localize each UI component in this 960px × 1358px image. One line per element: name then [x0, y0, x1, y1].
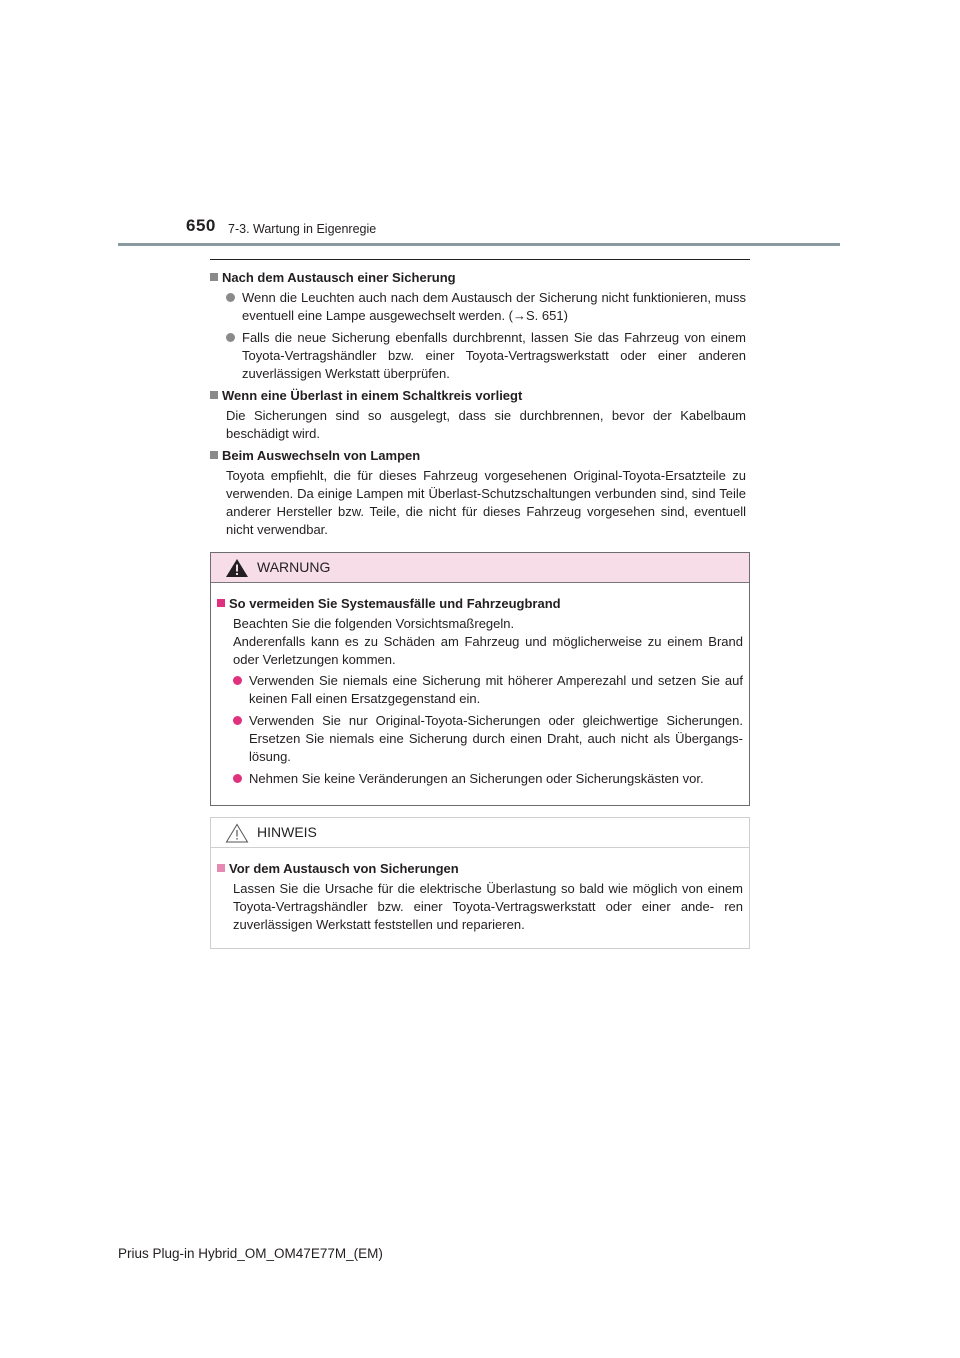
note-heading: Vor dem Austausch von Sicherungen [217, 860, 743, 878]
warning-heading: So vermeiden Sie Systemausfälle und Fahrzeugbrand [217, 595, 743, 613]
note-header [211, 818, 749, 848]
footer-doc-id: Prius Plug-in Hybrid_OM_OM47E77M_(EM) [118, 1246, 383, 1261]
warning-header [211, 553, 749, 583]
round-bullet-icon [226, 333, 235, 342]
warning-title: WARNUNG [257, 559, 331, 575]
caution-triangle-icon [225, 823, 249, 843]
square-bullet-icon [210, 451, 218, 459]
page-number: 650 [186, 216, 216, 235]
main-content [210, 266, 746, 543]
content-top-rule [210, 259, 750, 260]
bullet-item: Wenn die Leuchten auch nach dem Austausch der Sicherung nicht funktionieren, muss eventuell eine Lampe ausgewechselt werden. (→S. 651) [210, 289, 746, 325]
note-title: HINWEIS [257, 824, 317, 840]
section-heading: Nach dem Austausch einer Sicherung [210, 269, 746, 287]
paragraph: Beachten Sie die folgenden Vorsichtsmaßregeln. Anderenfalls kann es zu Schäden am Fahrzeug und möglicherweise zu einem Brand oder Verletzungen kommen. [233, 616, 743, 667]
warning-triangle-icon [225, 558, 249, 578]
header-rule [118, 243, 840, 246]
round-bullet-icon [233, 716, 242, 725]
round-bullet-icon [233, 676, 242, 685]
bullet-item: Verwenden Sie niemals eine Sicherung mit höherer Amperezahl und setzen Sie auf keinen Fall einen Ersatzgegenstand ein. [217, 672, 743, 708]
square-bullet-icon [217, 599, 225, 607]
bullet-item: Verwenden Sie nur Original-Toyota-Sicherungen oder gleichwertige Sicherungen. Ersetzen Sie niemals eine Sicherung durch einen Draht, auch nicht als Übergangs- lösung. [217, 712, 743, 766]
paragraph: Die Sicherungen sind so ausgelegt, dass sie durchbrennen, bevor der Kabelbaum beschädigt wird. [226, 408, 746, 441]
round-bullet-icon [226, 293, 235, 302]
square-bullet-icon [217, 864, 225, 872]
square-bullet-icon [210, 273, 218, 281]
note-body [211, 848, 749, 934]
square-bullet-icon [210, 391, 218, 399]
warning-box [210, 552, 750, 806]
bullet-item: Falls die neue Sicherung ebenfalls durchbrennt, lassen Sie das Fahrzeug von einem Toyota-Vertragshändler bzw. einer Toyota-Vertragswerkstatt oder einer anderen zuverlässigen Werkstatt überprüfen. [210, 329, 746, 383]
round-bullet-icon [233, 774, 242, 783]
bullet-item: Nehmen Sie keine Veränderungen an Sicherungen oder Sicherungskästen vor. [217, 770, 743, 788]
note-box [210, 817, 750, 949]
warning-body [211, 583, 749, 788]
section-heading: Beim Auswechseln von Lampen [210, 447, 746, 465]
section-heading: Wenn eine Überlast in einem Schaltkreis vorliegt [210, 387, 746, 405]
paragraph: Lassen Sie die Ursache für die elektrische Überlastung so bald wie möglich von einem Toyota-Vertragshändler bzw. einer Toyota-Vertragswerkstatt oder einer ande- ren zuverlässigen Werkstatt feststellen und reparieren. [233, 881, 743, 932]
section-title: 7-3. Wartung in Eigenregie [228, 222, 377, 236]
paragraph: Toyota empfiehlt, die für dieses Fahrzeug vorgesehenen Original-Toyota-Ersatzteile zu verwenden. Da einige Lampen mit Überlast-Schutzschaltungen verbunden sind, sind Teile anderer Hersteller bzw. Teile, die nicht für dieses Fahrzeug vorgesehen sind, eventuell nicht verwendbar. [226, 468, 746, 537]
